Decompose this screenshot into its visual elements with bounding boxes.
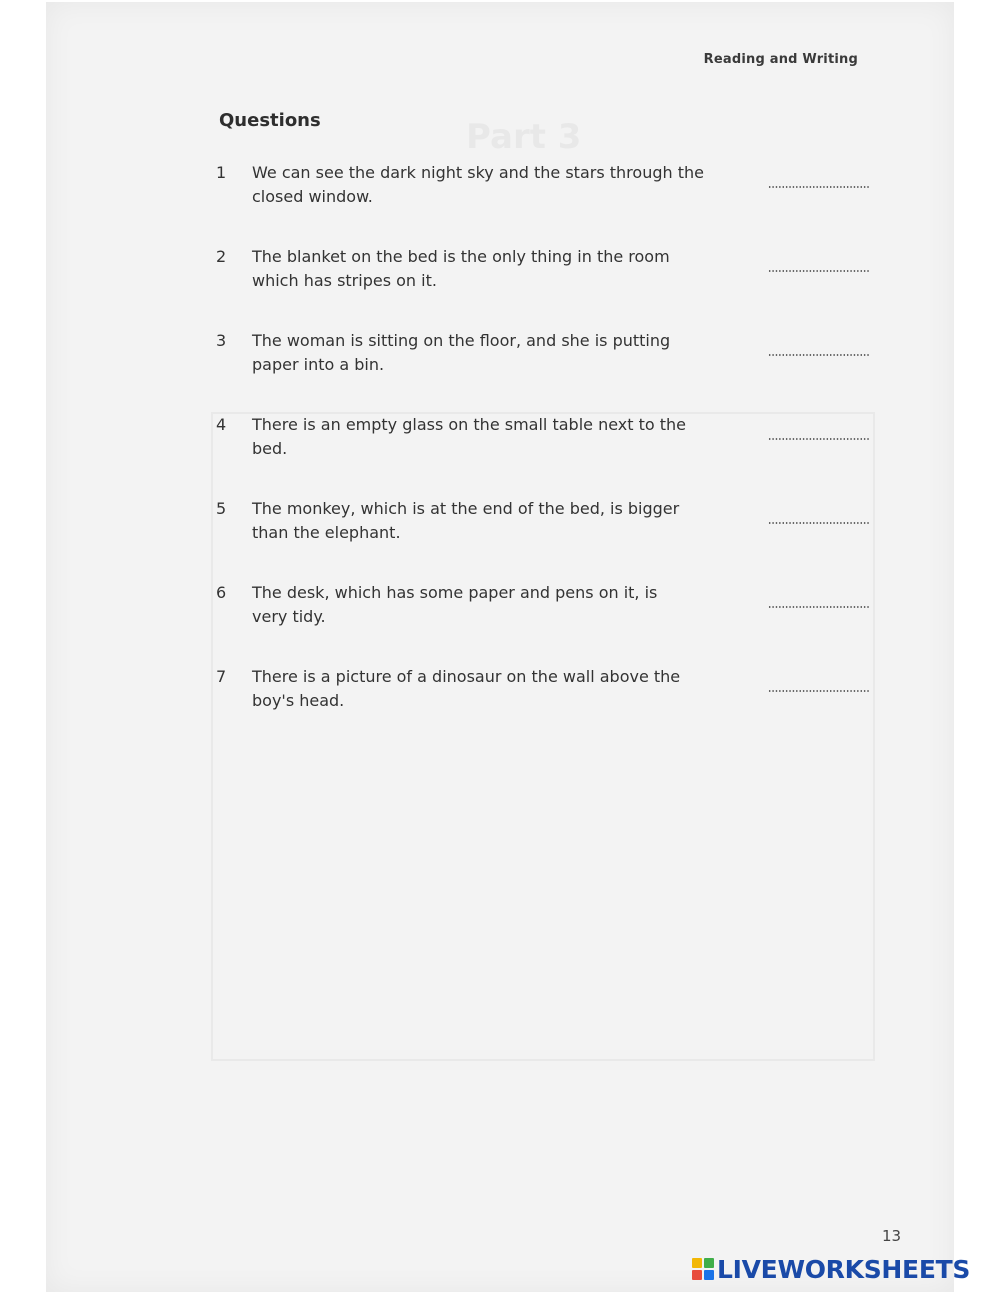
answer-blank[interactable] bbox=[768, 270, 870, 272]
question-text bbox=[252, 497, 752, 545]
question-number: 7 bbox=[216, 667, 227, 686]
worksheet-page bbox=[46, 2, 954, 1292]
answer-blank[interactable] bbox=[768, 186, 870, 188]
question-number: 1 bbox=[216, 163, 227, 182]
answer-blank[interactable] bbox=[768, 690, 870, 692]
question-line: The desk, which has some paper and pens on it, is bbox=[252, 583, 658, 602]
question-line: There is an empty glass on the small table next to the bbox=[252, 415, 686, 434]
logo-square-yellow bbox=[692, 1258, 702, 1268]
question-line: very tidy. bbox=[252, 607, 326, 626]
answer-blank[interactable] bbox=[768, 438, 870, 440]
question-number: 4 bbox=[216, 415, 227, 434]
question-line: There is a picture of a dinosaur on the wall above the bbox=[252, 667, 681, 686]
answer-blank[interactable] bbox=[768, 606, 870, 608]
logo-square-red bbox=[692, 1270, 702, 1280]
question-text bbox=[252, 329, 752, 377]
question-text bbox=[252, 161, 752, 209]
question-line: We can see the dark night sky and the stars through the bbox=[252, 163, 704, 182]
liveworksheets-logo-icon bbox=[692, 1258, 714, 1280]
answer-blank[interactable] bbox=[768, 522, 870, 524]
question-line: which has stripes on it. bbox=[252, 271, 437, 290]
question-number: 5 bbox=[216, 499, 227, 518]
answer-blank[interactable] bbox=[768, 354, 870, 356]
question-number: 6 bbox=[216, 583, 227, 602]
question-line: The blanket on the bed is the only thing in the room bbox=[252, 247, 670, 266]
questions-heading: Questions bbox=[219, 110, 321, 131]
question-text bbox=[252, 581, 752, 629]
question-number: 3 bbox=[216, 331, 227, 350]
question-text bbox=[252, 245, 752, 293]
liveworksheets-brand[interactable] bbox=[692, 1252, 970, 1286]
question-line: closed window. bbox=[252, 187, 373, 206]
question-line: than the elephant. bbox=[252, 523, 401, 542]
section-header: Reading and Writing bbox=[703, 52, 858, 67]
question-line: paper into a bin. bbox=[252, 355, 385, 374]
bleed-through-title bbox=[466, 117, 581, 157]
brand-name: LIVEWORKSHEETS bbox=[717, 1254, 971, 1284]
page-number: 13 bbox=[882, 1227, 902, 1245]
question-line: boy's head. bbox=[252, 691, 345, 710]
question-line: The monkey, which is at the end of the bed, is bigger bbox=[252, 499, 680, 518]
logo-square-blue bbox=[704, 1270, 714, 1280]
question-line: bed. bbox=[252, 439, 288, 458]
question-line: The woman is sitting on the floor, and she is putting bbox=[252, 331, 671, 350]
question-text bbox=[252, 665, 752, 713]
logo-square-green bbox=[704, 1258, 714, 1268]
question-number: 2 bbox=[216, 247, 227, 266]
question-text bbox=[252, 413, 752, 461]
